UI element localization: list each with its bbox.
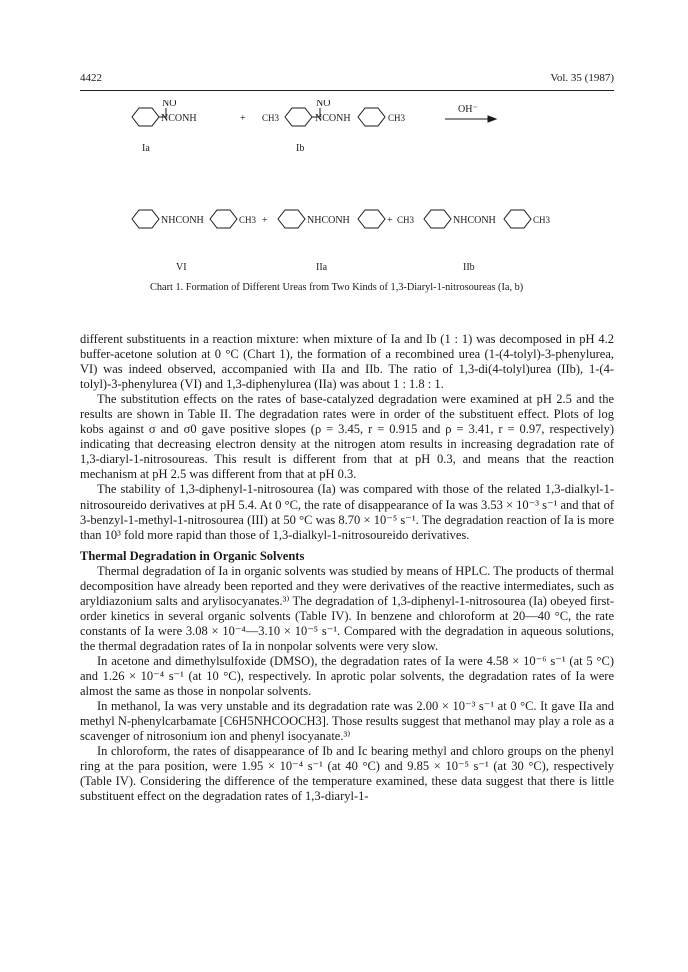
plus-sign-2: + (387, 215, 393, 226)
paragraph: The stability of 1,3-diphenyl-1-nitrosourea (Ia) was compared with those of the related 1,3-dialkyl-1-nitrosoureido derivatives at pH 5.4. At 0 °C, the rate of disappearance of Ia was 3.53 × 10⁻³ s⁻¹ and that of 3-benzyl-1-methyl-1-nitrosourea (III) at 50 °C was 8.70 × 10⁻⁵ s⁻¹. The degradation reaction of Ia is more than 10³ fold more rapid than those of 1,3-dialkyl-1-nitrosoureido derivatives. (80, 482, 614, 542)
plus-sign: + (240, 113, 246, 124)
reagent-label: OH⁻ (458, 104, 478, 115)
nhconh-iia: NHCONH (307, 215, 350, 226)
methyl-label-ib-left: CH3 (262, 113, 280, 123)
benzene-ring-ia (132, 108, 159, 126)
nitroso-label-ib: NO (316, 100, 331, 109)
benzene-ring-ib-left (285, 108, 312, 126)
article-body (80, 332, 614, 804)
section-heading: Thermal Degradation in Organic Solvents (80, 548, 305, 563)
page-number: 4422 (80, 72, 102, 84)
reaction-scheme (110, 100, 580, 270)
plus-sign-1: + (262, 215, 268, 226)
paragraph: In methanol, Ia was very unstable and its degradation rate was 2.00 × 10⁻³ s⁻¹ at 0 °C. It gave IIa and methyl N-phenylcarbamate [C6H5NHCOOCH3]. Those results suggest that methanol may play a role as a scavenger of nitrosonium ion and phenyl isocyanate.³⁾ (80, 699, 614, 744)
benzene-ring-iia-left (278, 210, 305, 228)
nhconh-vi: NHCONH (161, 215, 204, 226)
paragraph: In acetone and dimethylsulfoxide (DMSO), the degradation rates of Ia were 4.58 × 10⁻⁶ s⁻¹ (at 5 °C) and 1.26 × 10⁻⁴ s⁻¹ (at 10 °C), respectively. In aprotic polar solvents, the degradation rates of Ia were almost the same as those in nonpolar solvents. (80, 653, 614, 699)
ncon-group-ib: NCONH (315, 113, 351, 124)
benzene-ring-vi-right (210, 210, 237, 228)
methyl-label-iib-right: CH3 (533, 215, 551, 225)
paragraph: Thermal degradation of Ia in organic solvents was studied by means of HPLC. The products of thermal decomposition have already been reported and they were derivatives of the reactive intermediates, such as aryldiazonium salts and arylisocyanates.³⁾ The degradation of 1,3-diphenyl-1-nitrosourea (Ia) obeyed first-order kinetics in several organic solvents (Table IV). In benzene and chloroform at 20—40 °C, the rate constants of Ia were 3.08 × 10⁻⁴—3.10 × 10⁻⁵ s⁻¹. Compared with the degradation in aqueous solutions, the thermal degradation rates of Ia in nonpolar solvents were very slow. (80, 563, 614, 653)
header-rule (80, 90, 614, 91)
compound-label-vi: VI (176, 262, 187, 270)
compound-label-ib: Ib (296, 143, 305, 154)
ncon-group-ia: NCONH (161, 113, 197, 124)
compound-label-ia: Ia (142, 143, 150, 154)
methyl-label-vi: CH3 (239, 215, 257, 225)
methyl-label-iib-left: CH3 (397, 215, 415, 225)
compound-label-iib: IIb (463, 262, 475, 270)
benzene-ring-iib-left (424, 210, 451, 228)
benzene-ring-iib-right (504, 210, 531, 228)
paragraph: different substituents in a reaction mixture: when mixture of Ia and Ib (1 : 1) was decomposed in pH 4.2 buffer-acetone solution at 0 °C (Chart 1), the formation of a recombined urea (1-(4-tolyl)-3-phenylurea, VI) was indeed observed, accompanied with IIa and IIb. The ratio of 1,3-di(4-tolyl)urea (IIb), 1-(4-tolyl)-3-phenylurea (VI) and 1,3-diphenylurea (IIa) was about 1 : 1.8 : 1. (80, 332, 614, 392)
chart-caption: Chart 1. Formation of Different Ureas from Two Kinds of 1,3-Diaryl-1-nitrosoureas (Ia, b) (150, 282, 524, 293)
benzene-ring-ib-right (358, 108, 385, 126)
nitroso-label-ia: NO (162, 100, 177, 109)
journal-volume: Vol. 35 (1987) (550, 72, 614, 84)
compound-label-iia: IIa (316, 262, 328, 270)
paragraph: In chloroform, the rates of disappearance of Ib and Ic bearing methyl and chloro groups on the phenyl ring at the para position, were 1.95 × 10⁻⁴ s⁻¹ (at 40 °C) and 9.85 × 10⁻⁵ s⁻¹ (at 30 °C), respectively (Table IV). Considering the difference of the temperature examined, these data suggest that there is little substituent effect on the degradation rates of 1,3-diaryl-1- (80, 744, 614, 804)
methyl-label-ib-right: CH3 (388, 113, 406, 123)
benzene-ring-iia-right (358, 210, 385, 228)
paragraph: The substitution effects on the rates of base-catalyzed degradation were examined at pH 2.5 and the results are shown in Table II. The degradation rates were in order of the substituent effect. Plots of log kobs against σ and σ0 gave positive slopes (ρ = 3.45, r = 0.915 and ρ = 3.41, r = 0.97, respectively) indicating that decreasing electron density at the nitrogen atom results in increasing degradation rate of 1,3-diaryl-1-nitrosoureas. This result is different from that at pH 0.3, and means that the reaction mechanism at pH 2.5 was different from that at pH 0.3. (80, 392, 614, 482)
benzene-ring-vi-left (132, 210, 159, 228)
nhconh-iib: NHCONH (453, 215, 496, 226)
